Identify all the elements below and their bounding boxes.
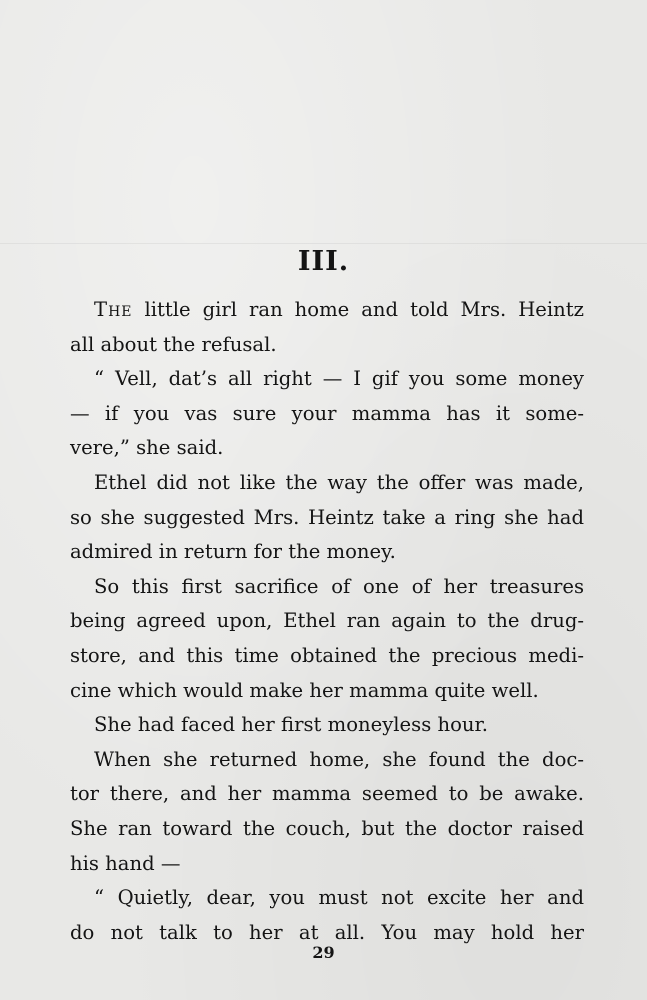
page-fold-line — [0, 243, 647, 244]
chapter-heading: III. — [297, 246, 350, 277]
text-line: store, and this time obtained the precious medi- — [70, 643, 584, 667]
line-rest: little girl ran home and told Mrs. Heintz — [132, 298, 584, 321]
text-line: so she suggested Mrs. Heintz take a ring she had — [70, 505, 584, 529]
text-line: do not talk to her at all. You may hold her — [70, 920, 584, 944]
text-line: “ Quietly, dear, you must not excite her and — [94, 886, 584, 910]
text-line: cine which would make her mamma quite well. — [70, 678, 539, 702]
text-line — [70, 293, 584, 328]
text-line: She ran toward the couch, but the doctor raised — [70, 816, 584, 840]
text-line: all about the refusal. — [70, 332, 277, 356]
drop-word: The — [94, 298, 133, 321]
text-line: — if you vas sure your mamma has it some- — [70, 401, 584, 425]
text-line: “ Vell, dat’s all right — I gif you some money — [94, 367, 584, 391]
text-line: vere,” she said. — [70, 436, 224, 460]
page-number: 29 — [312, 943, 335, 962]
text-line: When she returned home, she found the doc- — [94, 747, 584, 771]
text-line: being agreed upon, Ethel ran again to the drug- — [70, 609, 584, 633]
body-text — [70, 293, 584, 950]
text-line: tor there, and her mamma seemed to be awake. — [70, 782, 584, 806]
text-line: Ethel did not like the way the offer was made, — [94, 470, 584, 494]
text-line: admired in return for the money. — [70, 540, 396, 564]
text-line: She had faced her first moneyless hour. — [94, 713, 488, 737]
text-line: his hand — — [70, 851, 181, 875]
text-line: So this first sacrifice of one of her treasures — [94, 574, 584, 598]
